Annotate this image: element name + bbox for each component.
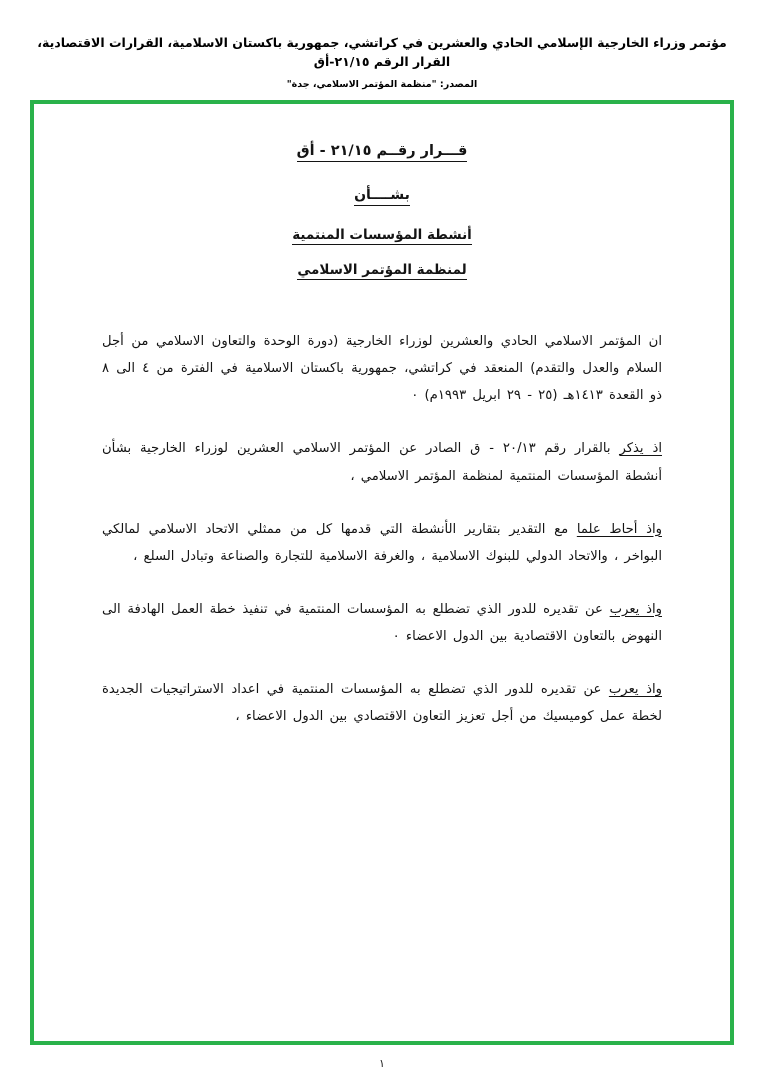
paragraph-1-text: ان المؤتمر الاسلامي الحادي والعشرين لوزراء الخارجية (دورة الوحدة والتعاون الاسلامي من أجل السلام والعدل والتقدم) المنعقد في كراتشي، جمهورية باكستان الاسلامية في الفترة من ٤ الى ٨ ذو القعدة ١٤١٣هـ (٢٥ - ٢٩ ابريل ١٩٩٣م) ٠ (102, 334, 662, 404)
header-title: مؤتمر وزراء الخارجية الإسلامي الحادي والعشرين في كراتشي، جمهورية باكستان الاسلامية، القرارات الاقتصادية، القرار الرقم ٢١/١٥-أق (37, 35, 727, 69)
resolution-title-block (102, 140, 662, 290)
paragraph-1 (102, 328, 662, 409)
paragraph-2-text: بالقرار رقم ٢٠/١٣ - ق الصادر عن المؤتمر الاسلامي العشرين لوزراء الخارجية بشأن أنشطة المؤسسات المنتمية لمنظمة المؤتمر الاسلامي ، (102, 441, 662, 484)
page-number: ١ (379, 1057, 385, 1070)
paragraph-4-text: عن تقديره للدور الذي تضطلع به المؤسسات المنتمية في تنفيذ خطة العمل الهادفة الى النهوض بالتعاون الاقتصادية بين الدول الاعضاء ٠ (102, 601, 662, 644)
resolution-subject-label: بشــــأن (354, 188, 410, 206)
resolution-subject-line-1: أنشطة المؤسسات المنتمية (292, 228, 472, 245)
header-source: المصدر: "منظمة المؤتمر الاسلامي، جدة" (286, 78, 478, 90)
paragraph-2 (102, 435, 662, 489)
resolution-subject-line-2: لمنظمة المؤتمر الاسلامي (297, 263, 466, 280)
paragraph-4 (102, 596, 662, 650)
paragraph-5-text: عن تقديره للدور الذي تضطلع به المؤسسات المنتمية في اعداد الاستراتيجيات الجديدة لخطة عمل كوميسيك من أجل تعزيز التعاون الاقتصادي بين الدول الاعضاء ، (102, 681, 662, 724)
paragraph-3 (102, 516, 662, 570)
document-body (46, 112, 718, 1033)
paragraph-3-lead: واذ أحاط علما (576, 521, 662, 537)
paragraph-2-lead: اذ يذكر (619, 441, 662, 457)
resolution-number: قـــرار رقــم ٢١/١٥ - أق (297, 144, 468, 162)
paragraph-3-text: مع التقدير بتقارير الأنشطة التي قدمها كل من ممثلي الاتحاد الاسلامي لمالكي البواخر ، والاتحاد الدولي للبنوك الاسلامية ، والغرفة الاسلامية للتجارة والصناعة وتبادل السلع ، (102, 521, 662, 564)
page-header (0, 34, 764, 90)
paragraph-4-lead: واذ يعرب (609, 601, 662, 617)
paragraph-5 (102, 676, 662, 730)
paragraph-5-lead: واذ يعرب (608, 681, 662, 697)
